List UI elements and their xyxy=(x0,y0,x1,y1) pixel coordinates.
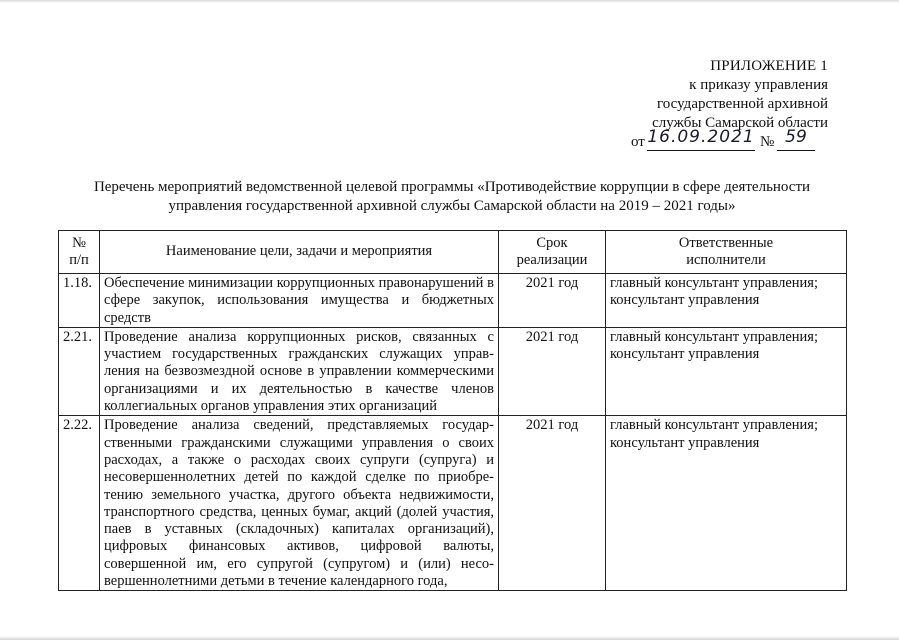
table-row xyxy=(59,327,847,415)
row-responsible: главный консультант управления; консультант управления xyxy=(606,416,847,591)
appendix-line-2: государственной архивной xyxy=(657,96,828,112)
row-measure-name: Обеспечение минимизации коррупционных правонарушений в сфере закупок, использования имущества и бюджетных средств xyxy=(100,274,499,328)
row-number: 2.21. xyxy=(59,327,100,415)
number-label: № xyxy=(760,134,775,150)
row-measure-name: Проведение анализа сведений, представляемых государственными гражданскими служащими управления о своих расходах, а также о расходах своих супруги (супруга) и несовершеннолетних детей по каждой сделке по приобретению земельного участка, другого объекта недвижимости, транспортного средства, ценных бумаг, акций (долей участия, паев в уставных (складочных) капиталах организаций), цифровых финансовых активов, цифровой валюты, совершенной им, его супругой (супругом) и (или) несовершеннолетними детьми в течение календарного года, xyxy=(100,416,499,591)
order-date-handwritten: 16.09.2021 xyxy=(647,128,755,151)
header-responsible-line-1: Ответственные xyxy=(678,234,774,251)
table-row xyxy=(59,274,847,328)
row-term: 2021 год xyxy=(499,416,606,591)
appendix-line-1: к приказу управления xyxy=(689,77,828,93)
row-measure-name: Проведение анализа коррупционных рисков, связанных с участием государственных гражданских служащих управления на безвозмездной основе в управлении коммерческими организациями и их деятельностью в качестве членов коллегиальных органов управления этих организаций xyxy=(100,327,499,415)
header-number xyxy=(59,231,100,274)
header-number-line-1: № xyxy=(72,234,86,251)
header-responsible-line-2: исполнители xyxy=(686,252,766,268)
header-name: Наименование цели, задачи и мероприятия xyxy=(100,231,499,274)
header-term xyxy=(499,231,606,274)
table-row xyxy=(59,416,847,591)
header-term-line-2: реализации xyxy=(516,252,588,268)
scan-edge-bottom xyxy=(0,636,899,640)
header-responsible xyxy=(606,231,847,274)
order-number-handwritten: 59 xyxy=(777,128,815,151)
document-title-line-2: управления государственной архивной службы Самарской области на 2019 – 2021 годы» xyxy=(168,198,736,214)
appendix-title: ПРИЛОЖЕНИЕ 1 xyxy=(710,58,828,74)
row-responsible: главный консультант управления; консультант управления xyxy=(606,327,847,415)
order-date-row xyxy=(585,127,828,153)
table-header-row xyxy=(59,231,847,274)
row-term: 2021 год xyxy=(499,327,606,415)
appendix-block xyxy=(585,57,828,153)
row-responsible: главный консультант управления; консультант управления xyxy=(606,274,847,328)
document-title-line-1: Перечень мероприятий ведомственной целевой программы «Противодействие коррупции в сфере деятельности xyxy=(93,179,811,195)
appendix-line-3: службы Самарской области xyxy=(652,115,828,131)
row-number: 1.18. xyxy=(59,274,100,328)
row-term: 2021 год xyxy=(499,274,606,328)
measures-table xyxy=(58,230,847,591)
header-term-line-1: Срок xyxy=(536,234,568,251)
document-title xyxy=(60,178,844,216)
header-number-line-2: п/п xyxy=(69,252,89,268)
scan-edge-top xyxy=(0,0,899,3)
row-number: 2.22. xyxy=(59,416,100,591)
date-label: от xyxy=(631,134,645,150)
